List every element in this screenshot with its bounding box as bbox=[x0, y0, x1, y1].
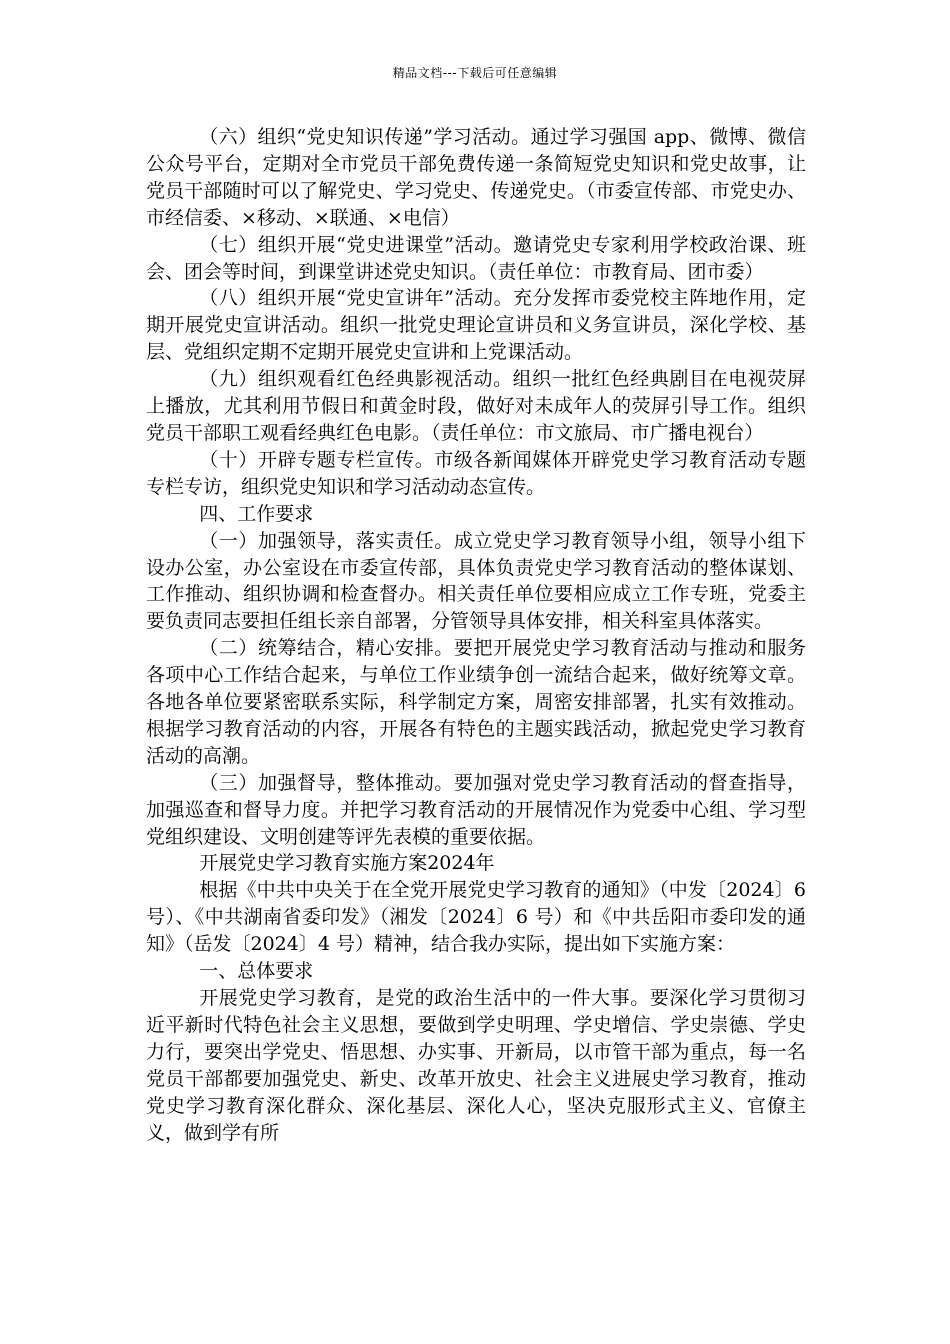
paragraph-item-9: （九）组织观看红色经典影视活动。组织一批红色经典剧目在电视荧屏上播放，尤其利用节假日和黄金时段，做好对未成年人的荧屏引导工作。组织党员干部职工观看经典红色电影。（责任单位：市文旅局、市广播电视台） bbox=[146, 368, 806, 444]
paragraph-requirement-3: （三）加强督导，整体推动。要加强对党史学习教育活动的督查指导，加强巡查和督导力度。并把学习教育活动的开展情况作为党委中心组、学习型党组织建设、文明创建等评先表模的重要依据。 bbox=[146, 771, 806, 848]
page-header: 精品文档---下载后可任意编辑 bbox=[392, 66, 558, 80]
paragraph-item-6: （六）组织“党史知识传递”学习活动。通过学习强国 app、微博、微信公众号平台，定期对全市党员干部免费传递一条简短党史知识和党史故事，让党员干部随时可以了解党史、学习党史、传递党史。（市委宣传部、市党史办、市经信委、×移动、×联通、×电信） bbox=[146, 126, 806, 229]
document-title-line: 开展党史学习教育实施方案2024年 bbox=[199, 852, 495, 875]
paragraph-overall: 开展党史学习教育，是党的政治生活中的一件大事。要深化学习贯彻习近平新时代特色社会主义思想，要做到学史明理、学史增信、学史崇德、学史力行，要突出学党史、悟思想、办实事、开新局，以市管干部为重点，每一名党员干部都要加强党史、新史、改革开放史、社会主义进展史学习教育，推动党史学习教育深化群众、深化基层、深化人心，坚决克服形式主义、官僚主义，做到学有所 bbox=[146, 987, 806, 1144]
paragraph-requirement-1: （一）加强领导，落实责任。成立党史学习教育领导小组，领导小组下设办公室，办公室设在市委宣传部，具体负责党史学习教育活动的整体谋划、工作推动、组织协调和检查督办。相关责任单位要相应成立工作专班，党委主要负责同志要担任组长亲自部署，分管领导具体安排，相关科室具体落实。 bbox=[146, 529, 806, 633]
section-heading-overall-requirements: 一、总体要求 bbox=[199, 960, 314, 983]
section-heading-work-requirements: 四、工作要求 bbox=[199, 502, 314, 525]
paragraph-basis: 根据《中共中央关于在全党开展党史学习教育的通知》（中发〔2024〕6 号）、《中共湖南省委印发》（湘发〔2024〕6 号）和《中共岳阳市委印发的通知》（岳发〔2024〕4 号）精神，结合我办实际，提出如下实施方案： bbox=[146, 879, 806, 956]
paragraph-item-7: （七）组织开展“党史进课堂”活动。邀请党史专家利用学校政治课、班会、团会等时间，到课堂讲述党史知识。（责任单位：市教育局、团市委） bbox=[146, 233, 806, 283]
paragraph-item-10: （十）开辟专题专栏宣传。市级各新闻媒体开辟党史学习教育活动专题专栏专访，组织党史知识和学习活动动态宣传。 bbox=[146, 448, 806, 498]
paragraph-item-8: （八）组织开展“党史宣讲年”活动。充分发挥市委党校主阵地作用，定期开展党史宣讲活动。组织一批党史理论宣讲员和义务宣讲员，深化学校、基层、党组织定期不定期开展党史宣讲和上党课活动。 bbox=[146, 287, 806, 364]
paragraph-requirement-2: （二）统筹结合，精心安排。要把开展党史学习教育活动与推动和服务各项中心工作结合起来，与单位工作业绩争创一流结合起来，做好统筹文章。各地各单位要紧密联系实际，科学制定方案，周密安排部署，扎实有效推动。根据学习教育活动的内容，开展各有特色的主题实践活动，掀起党史学习教育活动的高潮。 bbox=[146, 637, 806, 767]
document-body bbox=[146, 124, 806, 1146]
